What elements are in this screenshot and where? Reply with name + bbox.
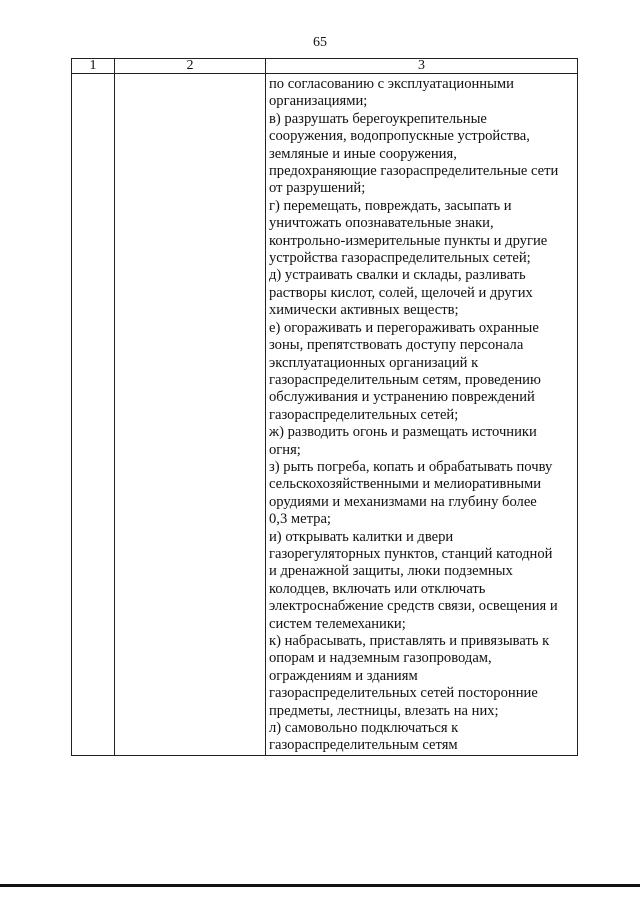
column-header-3: 3 [266,59,578,74]
text-line: устройства газораспределительных сетей; [269,250,531,267]
text-line: электроснабжение средств связи, освещения и [269,598,558,615]
text-line: организациями; [269,93,368,110]
table-header-row [72,59,578,74]
text-line: л) самовольно подключаться к [269,720,459,737]
text-line: к) набрасывать, приставлять и привязывать к [269,633,550,649]
column-header-1: 1 [72,59,115,74]
text-line: уничтожать опознавательные знаки, [269,215,494,232]
column-2-cell [115,74,266,756]
text-line: земляные и иные сооружения, [269,145,457,162]
text-line: ж) разводить огонь и размещать источники [269,424,537,441]
text-line: ограждениям и зданиям [269,667,418,684]
text-line: г) перемещать, повреждать, засыпать и [269,197,512,214]
text-line: д) устраивать свалки и склады, разливать [269,267,526,284]
text-line: эксплуатационных организаций к [269,354,479,371]
text-line: предметы, лестницы, влезать на них; [269,702,499,719]
text-line: опорам и надземным газопроводам, [269,650,492,667]
text-line: в) разрушать берегоукрепительные [269,110,487,127]
text-line: от разрушений; [269,180,366,197]
document-table [71,58,578,756]
text-line: контрольно-измерительные пункты и другие [269,232,548,249]
text-line: з) рыть погреба, копать и обрабатывать почву [269,458,553,475]
table-row [72,74,578,756]
text-line: химически активных веществ; [269,302,459,319]
text-line: е) огораживать и перегораживать охранные [269,319,539,336]
bottom-rule [0,884,640,887]
text-line: обслуживания и устранению повреждений [269,389,535,406]
text-line: огня; [269,441,301,458]
text-line: газораспределительным сетям, проведению [269,371,541,388]
text-line: растворы кислот, солей, щелочей и других [269,284,533,301]
text-line: газораспределительных сетей; [269,406,459,423]
text-line: сельскохозяйственными и мелиоративными [269,476,542,493]
column-3-cell [266,74,578,756]
column-header-2: 2 [115,59,266,74]
text-line: сооружения, водопропускные устройства, [269,128,530,145]
text-line: колодцев, включать или отключать [269,580,486,597]
text-line: орудиями и механизмами на глубину более [269,493,537,510]
text-line: и дренажной защиты, люки подземных [269,563,513,580]
text-line: систем телемеханики; [269,615,406,632]
text-line: 0,3 метра; [269,511,331,528]
column-1-cell [72,74,115,756]
text-line: зоны, препятствовать доступу персонала [269,337,524,354]
page-number: 65 [313,35,327,50]
text-line: предохраняющие газораспределительные сети [269,163,559,180]
text-line: газорегуляторных пунктов, станций катодной [269,545,553,562]
text-line: газораспределительным сетям [269,737,458,754]
text-line: и) открывать калитки и двери [269,528,454,545]
text-line: газораспределительных сетей посторонние [269,685,538,702]
text-line: по согласованию с эксплуатационными [269,76,514,92]
